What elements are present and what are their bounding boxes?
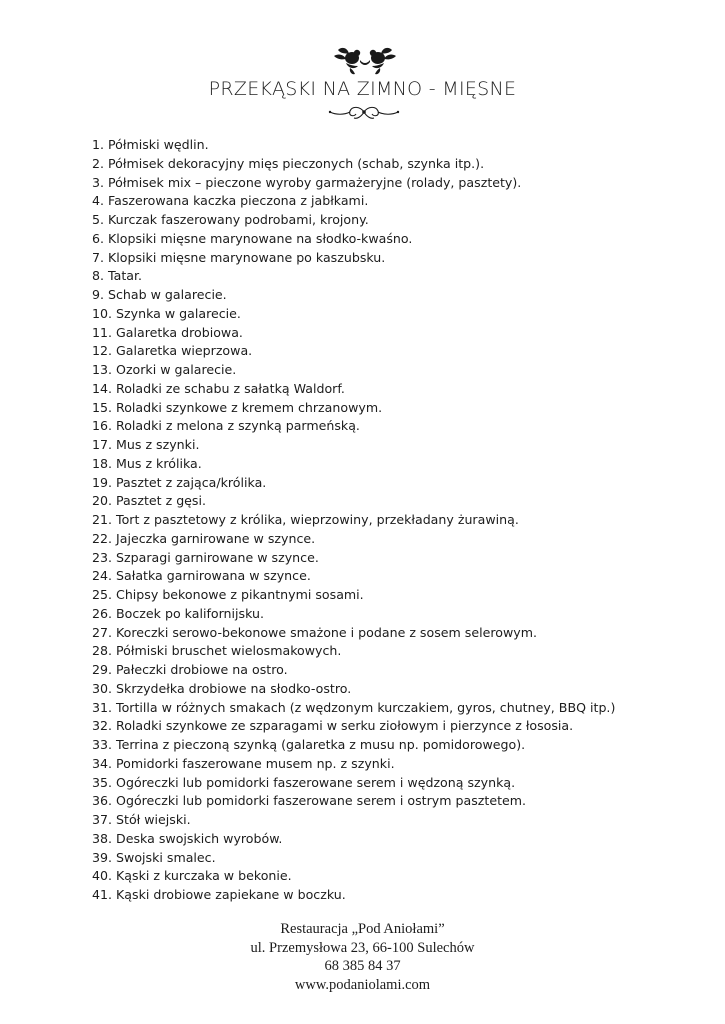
list-item: 26. Boczek po kalifornijsku. [92, 605, 264, 621]
list-item: 8. Tatar. [92, 268, 143, 284]
list-item: 18. Mus z królika. [92, 455, 202, 471]
list-item: 36. Ogóreczki lub pomidorki faszerowane serem i ostrym pasztetem. [92, 793, 527, 809]
list-item: 39. Swojski smalec. [92, 849, 216, 865]
list-item: 9. Schab w galarecie. [92, 287, 227, 302]
list-item: 15. Roladki szynkowe z kremem chrzanowym. [92, 399, 383, 415]
list-item: 19. Pasztet z zająca/królika. [92, 474, 267, 490]
restaurant-phone: 68 385 84 37 [324, 958, 401, 974]
list-item: 10. Szynka w galarecie. [92, 305, 241, 321]
list-item: 37. Stół wiejski. [92, 812, 191, 827]
list-item: 13. Ozorki w galarecie. [92, 362, 237, 377]
list-item: 35. Ogóreczki lub pomidorki faszerowane serem i wędzoną szynką. [92, 774, 516, 790]
list-item: 21. Tort z pasztetowy z królika, wieprzowiny, przekładany żurawiną. [92, 512, 519, 527]
list-item: 33. Terrina z pieczoną szynką (galaretka z musu np. pomidorowego). [92, 737, 526, 752]
list-item: 5. Kurczak faszerowany podrobami, krojony. [92, 212, 369, 227]
list-item: 3. Półmisek mix – pieczone wyroby garmażeryjne (rolady, pasztety). [92, 174, 522, 190]
list-item: 24. Sałatka garnirowana w szynce. [92, 568, 311, 584]
list-item: 7. Klopsiki mięsne marynowane po kaszubsku. [92, 249, 386, 265]
list-item: 11. Galaretka drobiowa. [92, 324, 243, 340]
list-item: 32. Roladki szynkowe ze szparagami w serku ziołowym i pierzynce z łososia. [92, 718, 574, 734]
list-item: 40. Kąski z kurczaka w bekonie. [92, 868, 292, 884]
list-item: 29. Pałeczki drobiowe na ostro. [92, 662, 288, 677]
list-item: 27. Koreczki serowo-bekonowe smażone i podane z sosem selerowym. [92, 624, 537, 640]
list-item: 22. Jajeczka garnirowane w szynce. [92, 530, 316, 546]
list-item: 31. Tortilla w różnych smakach (z wędzonym kurczakiem, gyros, chutney, BBQ itp.) [92, 699, 616, 715]
list-item: 34. Pomidorki faszerowane musem np. z szynki. [92, 755, 395, 771]
restaurant-website: www.podaniolami.com [294, 976, 431, 993]
list-item: 23. Szparagi garnirowane w szynce. [92, 549, 319, 565]
list-item: 25. Chipsy bekonowe z pikantnymi sosami. [92, 587, 364, 602]
list-item: 16. Roladki z melona z szynką parmeńską. [92, 418, 360, 434]
list-item: 6. Klopsiki mięsne marynowane na słodko-kwaśno. [92, 230, 413, 246]
list-item: 41. Kąski drobiowe zapiekane w boczku. [92, 887, 346, 902]
restaurant-name: Restauracja „Pod Aniołami” [280, 921, 445, 937]
list-item: 38. Deska swojskich wyrobów. [92, 830, 283, 846]
restaurant-address: ul. Przemysłowa 23, 66-100 Sulechów [250, 939, 475, 956]
list-item: 28. Półmiski bruschet wielosmakowych. [92, 643, 342, 659]
page-title: PRZEKĄSKI NA ZIMNO - MIĘSNE [208, 78, 517, 100]
list-item: 14. Roladki ze schabu z sałatką Waldorf. [92, 380, 345, 396]
list-item: 20. Pasztet z gęsi. [92, 493, 206, 509]
list-item: 1. Półmiski wędlin. [92, 137, 209, 152]
restaurant-contact [0, 920, 725, 994]
list-item: 12. Galaretka wieprzowa. [92, 343, 253, 359]
list-item: 2. Półmisek dekoracyjny mięs pieczonych (schab, szynka itp.). [92, 155, 485, 171]
list-item: 30. Skrzydełka drobiowe na słodko-ostro. [92, 680, 352, 696]
list-item: 17. Mus z szynki. [92, 437, 200, 452]
menu-list [92, 136, 682, 905]
list-item: 4. Faszerowana kaczka pieczona z jabłkami. [92, 193, 369, 209]
flourish-divider-icon [326, 103, 402, 121]
cherubs-ornament-icon [330, 44, 400, 78]
